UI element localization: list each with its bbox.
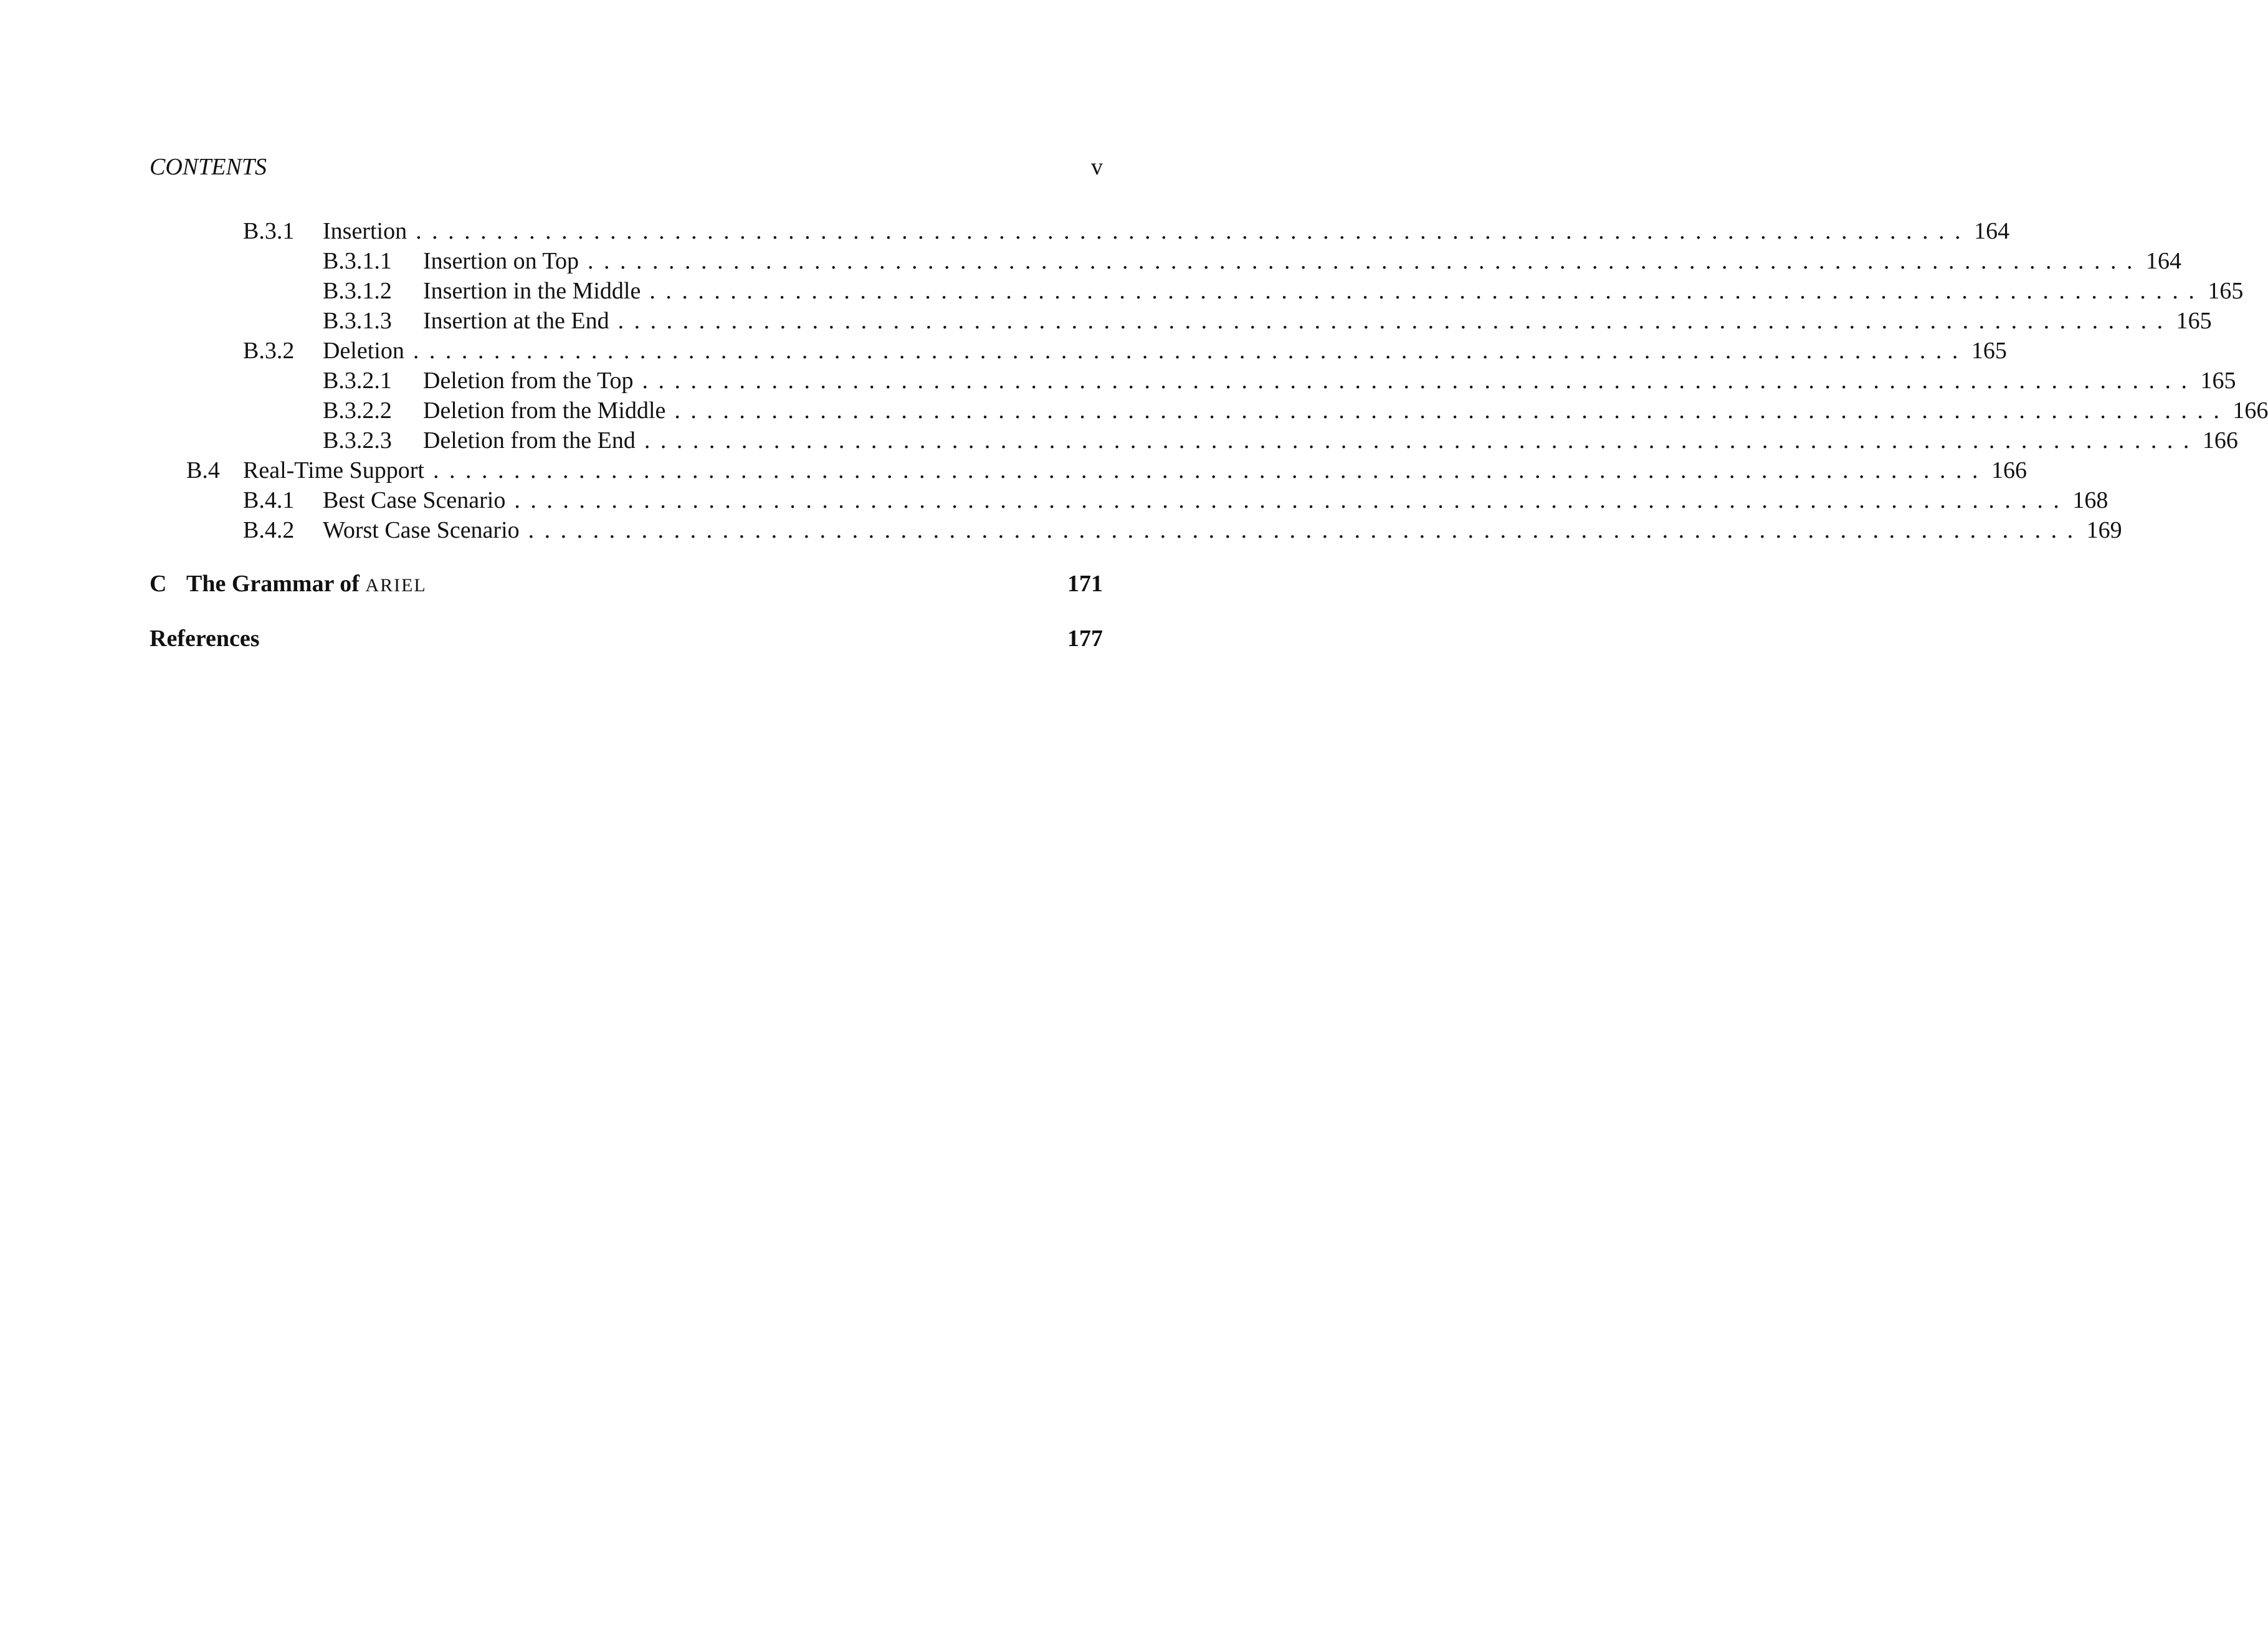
toc-entry-page: 169 — [2086, 517, 2122, 543]
dot-leader: ................................................................................................ — [674, 397, 2230, 424]
chapter-title-text: The Grammar of — [186, 571, 360, 597]
toc-entry-title: Insertion — [323, 218, 407, 244]
toc-entry-number: B.3.2.1 — [323, 368, 392, 394]
toc-entry-number: B.3.1 — [243, 218, 295, 244]
toc-entry-number: B.3.2 — [243, 338, 295, 364]
dot-leader: ................................................................................................ — [514, 487, 2070, 513]
toc-entry[interactable] — [150, 426, 2238, 455]
toc-entry-title: Deletion — [323, 338, 404, 364]
toc-entry-number: B.3.2.2 — [323, 397, 392, 424]
toc-entry-page: 166 — [1991, 457, 2027, 483]
toc-entry-title: Insertion on Top — [423, 248, 579, 274]
references-title: References — [150, 626, 260, 652]
toc-entry-page: 165 — [2208, 278, 2244, 304]
toc-entry-page: 166 — [2202, 427, 2238, 454]
dot-leader: ................................................................................................ — [617, 308, 2173, 334]
toc-entry-title: Deletion from the End — [423, 427, 636, 454]
toc-entry[interactable] — [150, 216, 2010, 246]
toc-entry-title: Insertion in the Middle — [423, 278, 641, 304]
toc-entry[interactable] — [150, 246, 2181, 276]
dot-leader: ................................................................................................ — [412, 338, 1968, 364]
toc-entry-page: 165 — [2176, 308, 2212, 334]
dot-leader: ................................................................................................ — [433, 457, 1988, 483]
toc-entry-number: B.3.2.3 — [323, 427, 392, 454]
dot-leader: ................................................................................................ — [416, 218, 1971, 244]
chapter-title-smallcaps: ARIEL — [365, 575, 427, 596]
toc-entry-number: B.4.2 — [243, 517, 295, 543]
dot-leader: ................................................................................................ — [642, 368, 2198, 394]
table-of-contents — [150, 216, 2268, 656]
toc-entry-title: Worst Case Scenario — [323, 517, 520, 543]
chapter-page: 171 — [1067, 571, 1103, 597]
dot-leader: ................................................................................................ — [644, 427, 2199, 454]
dot-leader: ................................................................................................ — [587, 248, 2143, 274]
toc-entry-page: 164 — [2145, 248, 2181, 274]
toc-entry-page: 164 — [1974, 218, 2010, 244]
toc-entry[interactable] — [150, 396, 2268, 426]
toc-entry-title: Insertion at the End — [423, 308, 609, 334]
page-header — [150, 152, 1103, 182]
toc-entry-title: Deletion from the Top — [423, 368, 634, 394]
page-number: v — [1091, 154, 1103, 180]
toc-entry-number: B.3.1.1 — [323, 248, 392, 274]
toc-entry[interactable] — [150, 485, 2108, 515]
chapter-title — [186, 566, 427, 603]
toc-entry-number: B.4 — [186, 457, 220, 483]
toc-references[interactable] — [150, 621, 1103, 656]
toc-entry-page: 165 — [2200, 368, 2236, 394]
toc-entry[interactable] — [150, 276, 2244, 306]
references-page: 177 — [1067, 626, 1103, 652]
toc-entry[interactable] — [150, 306, 2212, 336]
toc-entry-page: 166 — [2232, 397, 2268, 424]
toc-chapter-c[interactable] — [150, 566, 1103, 601]
toc-entry-number: B.4.1 — [243, 487, 295, 513]
toc-entry-page: 165 — [1971, 338, 2007, 364]
toc-entry-title: Deletion from the Middle — [423, 397, 666, 424]
toc-entry[interactable] — [150, 336, 2007, 366]
toc-entry-number: B.3.1.2 — [323, 278, 392, 304]
toc-entry[interactable] — [150, 455, 2027, 485]
chapter-number: C — [150, 571, 167, 597]
dot-leader: ................................................................................................ — [528, 517, 2084, 543]
toc-entry-number: B.3.1.3 — [323, 308, 392, 334]
toc-entry-title: Best Case Scenario — [323, 487, 506, 513]
toc-entry-page: 168 — [2072, 487, 2108, 513]
toc-entry[interactable] — [150, 366, 2236, 396]
toc-entry[interactable] — [150, 515, 2122, 545]
toc-entry-title: Real-Time Support — [243, 457, 424, 483]
dot-leader: ................................................................................................ — [649, 278, 2205, 304]
running-head: CONTENTS — [150, 154, 267, 180]
